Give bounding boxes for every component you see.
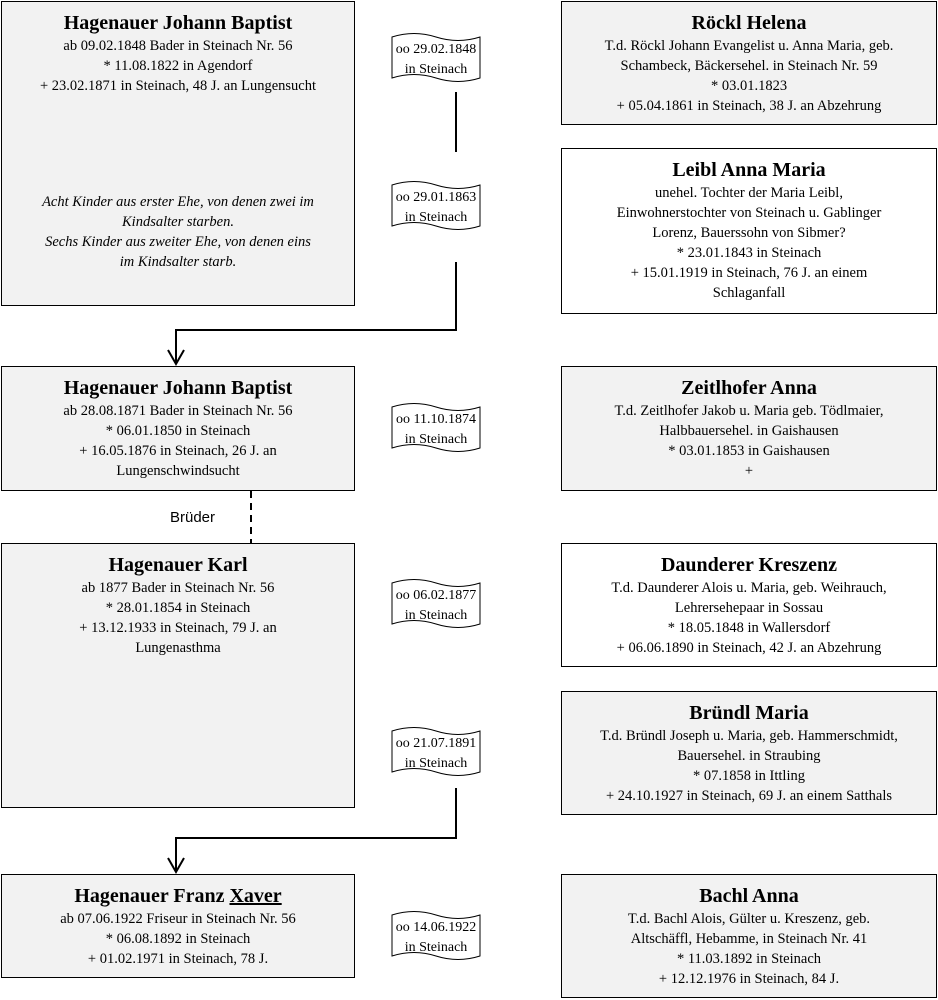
spouse-line: Einwohnerstochter von Steinach u. Gablinger	[616, 205, 882, 221]
spouse-box-daunderer-kreszenz	[561, 543, 937, 667]
marriage-place: in Steinach	[404, 608, 468, 623]
spouse-line: * 03.01.1823	[710, 78, 788, 94]
person-box-johann-baptist-senior	[1, 1, 355, 306]
spouse-line: T.d. Zeitlhofer Jakob u. Maria geb. Tödlmaier,	[614, 403, 884, 419]
person-name	[2, 883, 354, 909]
spouse-line: * 03.01.1853 in Gaishausen	[668, 443, 830, 459]
spouse-line: + 15.01.1919 in Steinach, 76 J. an einem	[630, 265, 868, 281]
marriage-banner	[391, 910, 481, 968]
spouse-name: Bachl Anna	[699, 885, 799, 907]
spouse-line: Lorenz, Bauerssohn von Sibmer?	[652, 225, 846, 241]
spouse-name: Daunderer Kreszenz	[660, 554, 838, 576]
marriage-date: oo 06.02.1877	[395, 588, 477, 603]
spouse-line: + 24.10.1927 in Steinach, 69 J. an einem Satthals	[605, 788, 893, 804]
person-line: + 23.02.1871 in Steinach, 48 J. an Lungensucht	[40, 78, 316, 94]
person-line: * 11.08.1822 in Agendorf	[103, 58, 253, 74]
spouse-name: Zeitlhofer Anna	[681, 377, 817, 399]
marriage-place: in Steinach	[404, 940, 468, 955]
spouse-line: T.d. Daunderer Alois u. Maria, geb. Weihrauch,	[611, 580, 887, 596]
spouse-box-roeckl-helena	[561, 1, 937, 125]
marriage-date: oo 11.10.1874	[396, 412, 476, 427]
spouse-name: Leibl Anna Maria	[672, 159, 826, 181]
marriage-place: in Steinach	[404, 210, 468, 225]
person-line: ab 09.02.1848 Bader in Steinach Nr. 56	[63, 38, 293, 54]
spouse-line: Bauersehel. in Straubing	[677, 748, 821, 764]
person-name-underlined: Xaver	[229, 885, 282, 907]
spouse-line: T.d. Bründl Joseph u. Maria, geb. Hammerschmidt,	[600, 728, 898, 744]
spouse-line: * 23.01.1843 in Steinach	[676, 245, 822, 261]
person-line: + 13.12.1933 in Steinach, 79 J. an	[79, 620, 277, 636]
marriage-date: oo 29.02.1848	[395, 42, 477, 57]
spouse-line: Altschäffl, Hebamme, in Steinach Nr. 41	[630, 931, 868, 947]
spouse-line: unehel. Tochter der Maria Leibl,	[655, 185, 843, 201]
person-name: Hagenauer Johann Baptist	[63, 12, 293, 34]
person-line: ab 07.06.1922 Friseur in Steinach Nr. 56	[60, 911, 296, 927]
spouse-line: + 06.06.1890 in Steinach, 42 J. an Abzehrung	[616, 640, 882, 656]
marriage-date: oo 29.01.1863	[395, 190, 477, 205]
spouse-name: Röckl Helena	[691, 12, 807, 34]
marriage-banner	[391, 402, 481, 460]
marriage-banner	[391, 726, 481, 784]
person-name: Hagenauer Johann Baptist	[63, 377, 293, 399]
person-box-johann-baptist-junior	[1, 366, 355, 491]
children-note-line: Kindsalter starben.	[122, 214, 234, 230]
children-note-line: Sechs Kinder aus zweiter Ehe, von denen eins	[45, 234, 311, 250]
spouse-box-bachl-anna	[561, 874, 937, 998]
brothers-label: Brüder	[170, 509, 216, 526]
marriage-place: in Steinach	[404, 756, 468, 771]
spouse-box-zeitlhofer-anna	[561, 366, 937, 491]
spouse-line: * 07.1858 in Ittling	[693, 768, 805, 784]
person-line: ab 28.08.1871 Bader in Steinach Nr. 56	[63, 403, 293, 419]
spouse-line: Halbbauersehel. in Gaishausen	[659, 423, 839, 439]
marriage-place: in Steinach	[404, 62, 468, 77]
spouse-line: Schlaganfall	[712, 285, 786, 301]
spouse-box-leibl-anna-maria	[561, 148, 937, 314]
marriage-banner	[391, 32, 481, 90]
person-line: Lungenasthma	[135, 640, 221, 656]
spouse-line: Lehrersehepaar in Sossau	[674, 600, 824, 616]
children-note-line: Acht Kinder aus erster Ehe, von denen zwei im	[42, 194, 314, 210]
spouse-line: +	[744, 463, 754, 479]
person-line: * 06.01.1850 in Steinach	[105, 423, 251, 439]
person-name-first: Hagenauer Franz	[74, 885, 230, 907]
spouse-line: T.d. Röckl Johann Evangelist u. Anna Maria, geb.	[604, 38, 894, 54]
spouse-box-bruendl-maria	[561, 691, 937, 815]
spouse-line: + 12.12.1976 in Steinach, 84 J.	[658, 971, 840, 987]
spouse-line: * 18.05.1848 in Wallersdorf	[667, 620, 831, 636]
marriage-date: oo 21.07.1891	[395, 736, 477, 751]
spouse-line: T.d. Bachl Alois, Gülter u. Kreszenz, geb.	[627, 911, 871, 927]
person-line: + 01.02.1971 in Steinach, 78 J.	[87, 951, 269, 967]
person-box-karl	[1, 543, 355, 808]
spouse-line: Schambeck, Bäckersehel. in Steinach Nr. 59	[620, 58, 878, 74]
marriage-date: oo 14.06.1922	[395, 920, 477, 935]
marriage-banner	[391, 578, 481, 636]
person-name: Hagenauer Karl	[108, 554, 248, 576]
person-line: * 06.08.1892 in Steinach	[105, 931, 251, 947]
marriage-banner	[391, 180, 481, 238]
person-line: ab 1877 Bader in Steinach Nr. 56	[81, 580, 275, 596]
person-line: * 28.01.1854 in Steinach	[105, 600, 251, 616]
person-line: + 16.05.1876 in Steinach, 26 J. an	[79, 443, 277, 459]
spouse-line: + 05.04.1861 in Steinach, 38 J. an Abzehrung	[616, 98, 882, 114]
person-box-franz-xaver	[1, 874, 355, 978]
spouse-name: Bründl Maria	[689, 702, 809, 724]
spouse-line: * 11.03.1892 in Steinach	[676, 951, 822, 967]
children-note-line: im Kindsalter starb.	[119, 254, 237, 270]
person-line: Lungenschwindsucht	[116, 463, 240, 479]
marriage-place: in Steinach	[404, 432, 468, 447]
